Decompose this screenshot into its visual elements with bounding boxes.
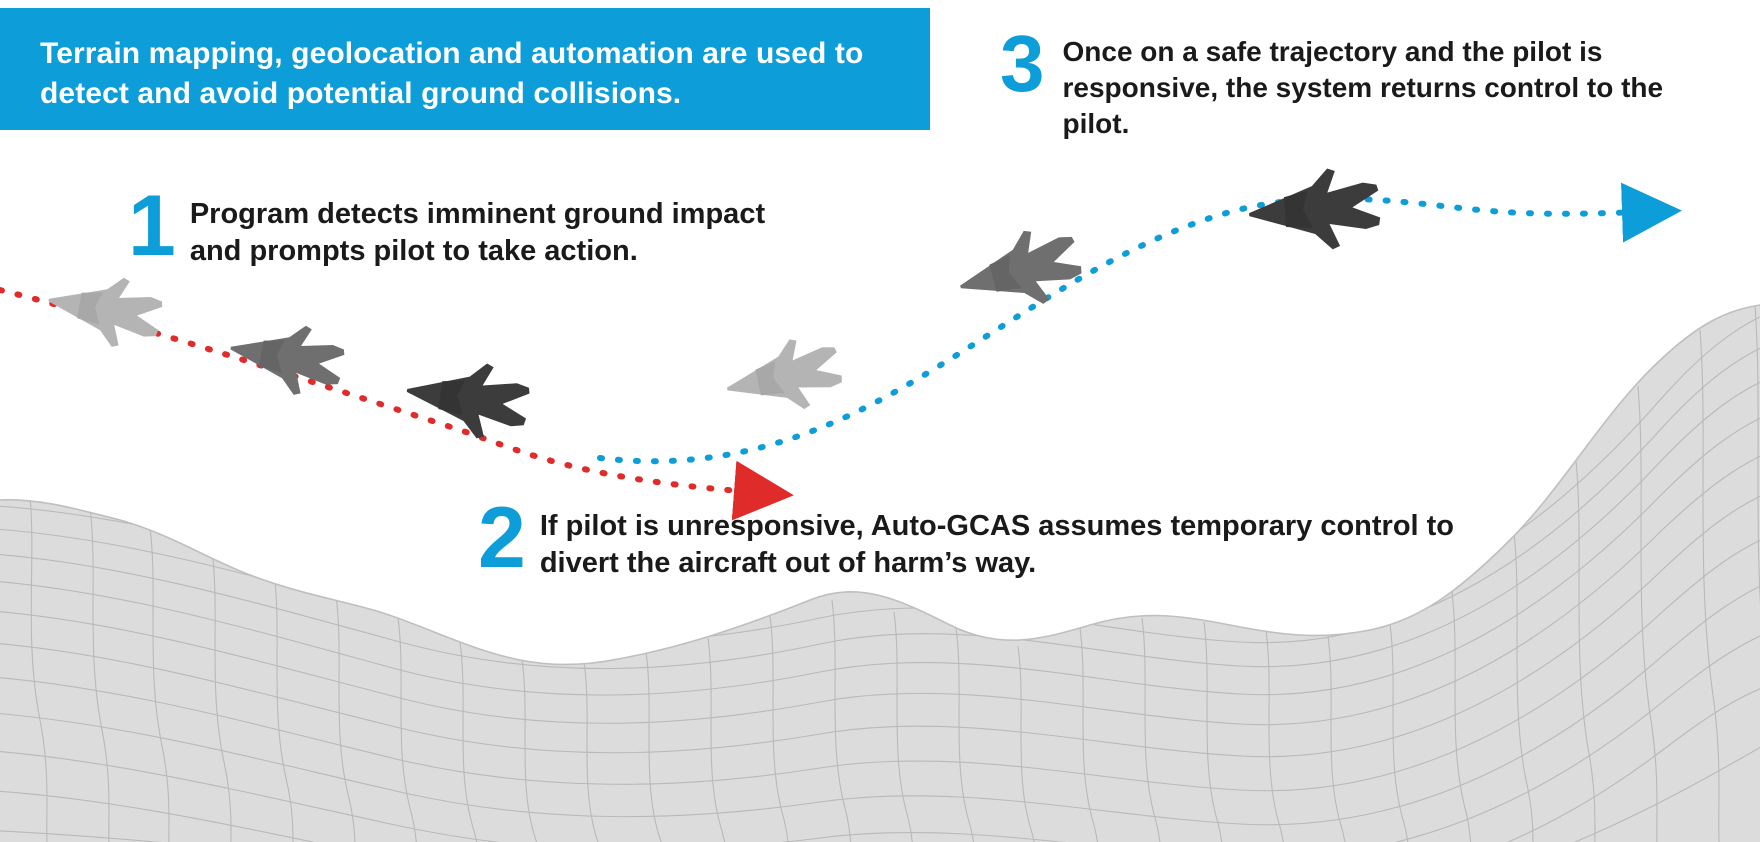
headline-banner — [0, 8, 930, 130]
jet-3 — [390, 331, 545, 467]
step-3-number: 3 — [1000, 19, 1045, 108]
step-2-number: 2 — [478, 490, 526, 586]
step-2 — [478, 490, 1470, 586]
step-1-number: 1 — [128, 178, 176, 274]
jet-6 — [1236, 143, 1394, 277]
step-3-text: Once on a safe trajectory and the pilot is responsive, the system returns control to the pilot. — [1062, 36, 1664, 139]
headline-text: Terrain mapping, geolocation and automation are used to detect and avoid potential ground collisions. — [40, 37, 864, 110]
step-1-text: Program detects imminent ground impact and prompts pilot to take action. — [189, 198, 766, 268]
step-3 — [1000, 19, 1703, 141]
step-2-text: If pilot is unresponsive, Auto-GCAS assumes temporary control to divert the aircraft out of harm’s way. — [539, 510, 1455, 580]
step-1 — [128, 178, 790, 274]
jet-2 — [213, 293, 360, 424]
